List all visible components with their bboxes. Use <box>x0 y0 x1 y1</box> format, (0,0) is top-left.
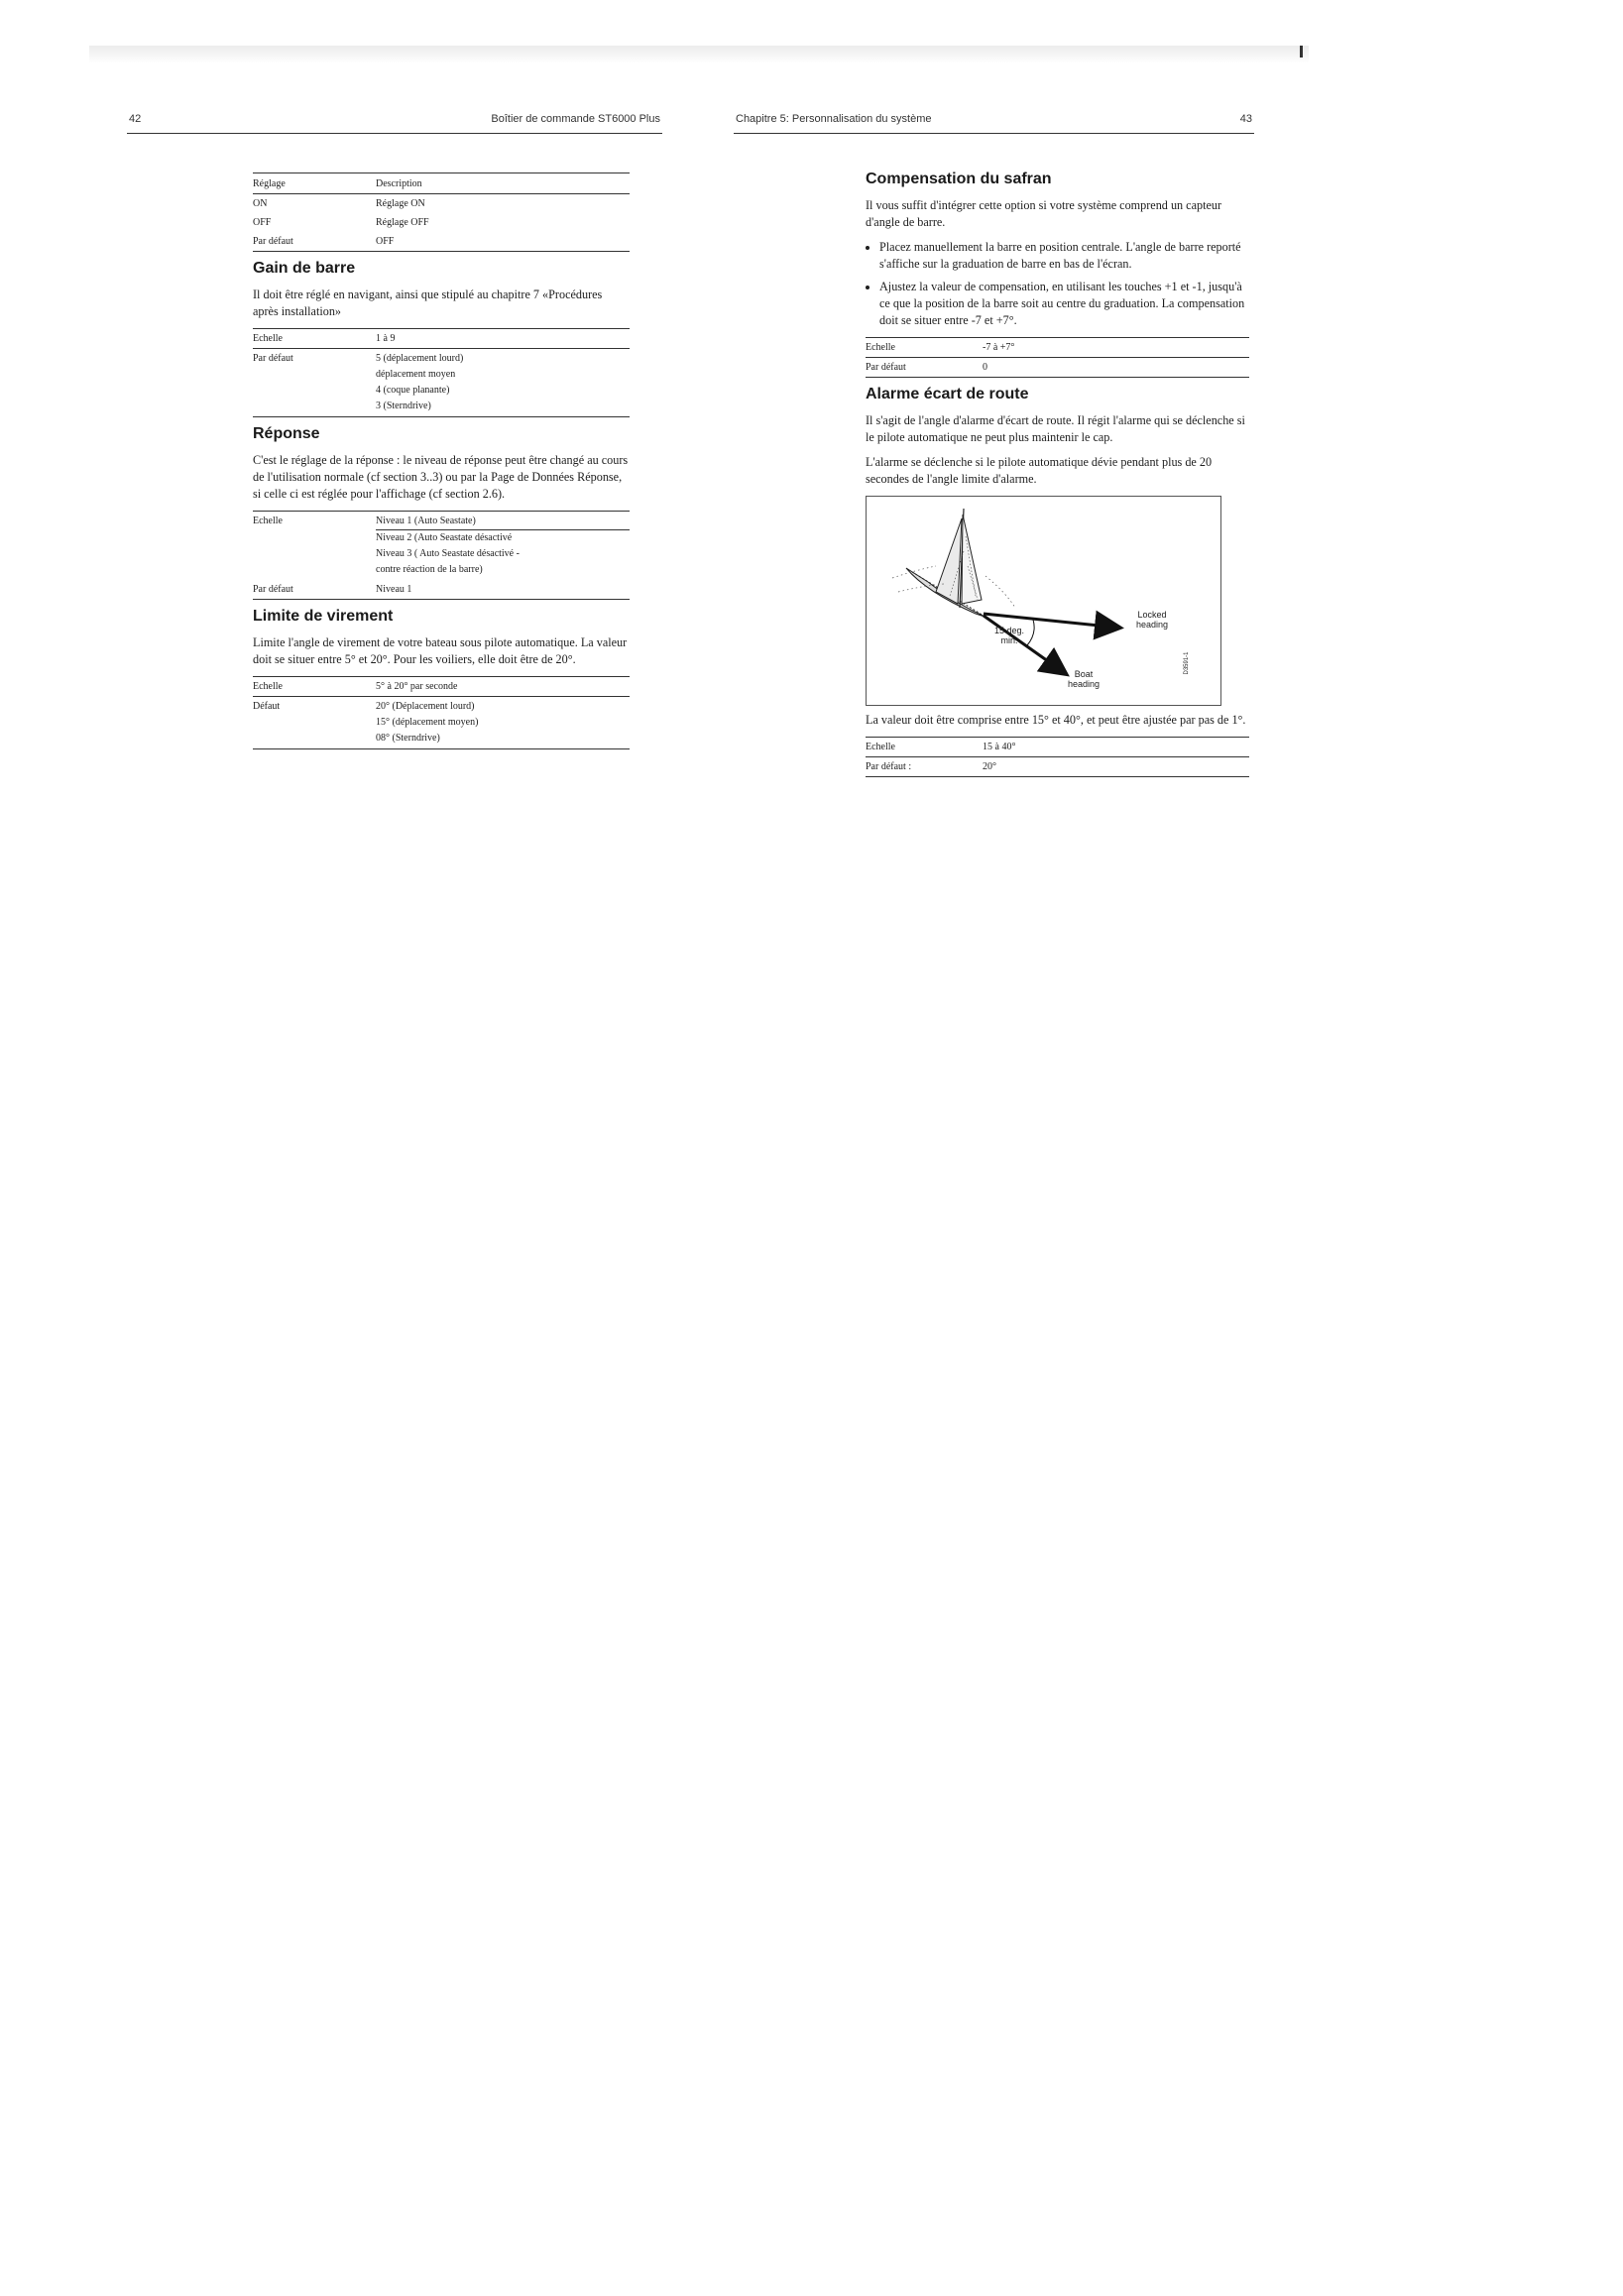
table-cell: Echelle <box>866 738 983 757</box>
virement-table <box>253 676 630 749</box>
scan-shadow <box>89 46 1309 63</box>
table-cell: OFF <box>376 236 395 247</box>
value-line: 4 (coque planante) <box>376 385 450 396</box>
value-line: contre réaction de la barre) <box>376 564 483 575</box>
value-line: 3 (Sterndrive) <box>376 401 431 411</box>
table-cell: 20° <box>983 761 996 772</box>
bullet-list <box>866 239 1249 329</box>
value-line: Niveau 1 (Auto Seastate) <box>376 514 630 530</box>
table-cell: Echelle <box>253 329 376 349</box>
page-number: 43 <box>1239 113 1252 125</box>
left-page <box>127 111 662 845</box>
table-cell: 0 <box>983 362 987 373</box>
section-paragraph: Il doit être réglé en navigant, ainsi que stipulé au chapitre 7 «Procédures après installation» <box>253 287 603 318</box>
section-paragraph: Il s'agit de l'angle d'alarme d'écart de route. Il régit l'alarme qui se déclenche si le pilote automatique ne peut plus maintenir le cap. <box>866 413 1245 444</box>
section-paragraph: Limite l'angle de virement de votre bateau sous pilote automatique. La valeur doit se situer entre 5° et 20°. Pour les voiliers, elle doit être de 20°. <box>253 635 628 666</box>
table-row <box>253 194 630 214</box>
table-cell: Par défaut <box>253 584 293 595</box>
off-course-figure <box>866 496 1221 706</box>
table-cell: Par défaut <box>866 362 906 373</box>
right-page <box>734 111 1254 845</box>
scan-mark <box>1300 46 1303 57</box>
left-page-header <box>127 111 662 134</box>
table-cell: Réglage OFF <box>376 217 429 228</box>
boat-heading-label: Boat heading <box>1067 669 1101 689</box>
table-cell <box>376 512 630 581</box>
table-cell: ON <box>253 198 268 209</box>
table-cell: Par défaut <box>253 353 293 364</box>
table-cell: 15 à 40° <box>983 738 1249 757</box>
value-line: Niveau 2 (Auto Seastate désactivé <box>376 532 513 543</box>
table-cell: Niveau 1 <box>376 584 412 595</box>
figure-code: D3591-1 <box>1184 651 1190 675</box>
section-heading-virement: Limite de virement <box>253 608 394 625</box>
table-head-description: Description <box>376 173 630 194</box>
section-heading-reponse: Réponse <box>253 425 320 442</box>
right-page-header <box>734 111 1254 134</box>
table-cell: OFF <box>253 217 272 228</box>
locked-heading-label: Locked heading <box>1135 610 1169 630</box>
angle-label: 15 deg. min. <box>993 626 1025 645</box>
section-paragraph: La valeur doit être comprise entre 15° et 40°, et peut être ajustée par pas de 1°. <box>866 713 1246 727</box>
alarme-table <box>866 737 1249 777</box>
section-paragraph: Il vous suffit d'intégrer cette option si votre système comprend un capteur d'angle de barre. <box>866 198 1222 229</box>
value-line: 15° (déplacement moyen) <box>376 717 479 728</box>
running-title: Chapitre 5: Personnalisation du système <box>736 113 932 125</box>
section-heading-alarme: Alarme écart de route <box>866 386 1029 402</box>
section-paragraph: C'est le réglage de la réponse : le niveau de réponse peut être changé au cours de l'utilisation normale (cf section 3..3) ou par la Page de Données Réponse, si celle ci est réglée pour l'affichage (cf section 2.6). <box>253 453 629 501</box>
table-cell: Défaut <box>253 701 281 712</box>
value-line: 20° (Déplacement lourd) <box>376 701 475 712</box>
page-number: 42 <box>129 113 142 125</box>
table-cell: -7 à +7° <box>983 338 1249 358</box>
table-cell: 5° à 20° par seconde <box>376 677 630 697</box>
table-cell: Réglage ON <box>376 198 425 209</box>
mainsail-shape <box>962 515 982 604</box>
sailboat-diagram <box>867 497 1220 705</box>
value-line: 08° (Sterndrive) <box>376 733 440 744</box>
table-cell: Echelle <box>866 338 983 358</box>
table-cell <box>376 349 630 417</box>
running-title: Boîtier de commande ST6000 Plus <box>491 113 660 125</box>
table-row <box>253 213 630 232</box>
table-cell: Echelle <box>253 677 376 697</box>
reponse-table <box>253 511 630 600</box>
table-cell: Par défaut <box>253 236 293 247</box>
section-paragraph: L'alarme se déclenche si le pilote automatique dévie pendant plus de 20 secondes de l'angle limite d'alarme. <box>866 455 1213 486</box>
table-cell: Echelle <box>253 516 283 526</box>
list-item: • Ajustez la valeur de compensation, en utilisant les touches +1 et -1, jusqu'à ce que la position de la barre soit au centre du graduation. La compensation doit se situer entre -7 et +7°. <box>879 279 1249 329</box>
table-cell <box>376 697 630 749</box>
value-line: Niveau 3 ( Auto Seastate désactivé - <box>376 548 520 559</box>
table-cell: 1 à 9 <box>376 329 630 349</box>
list-item: • Placez manuellement la barre en position centrale. L'angle de barre reporté s'affiche sur la graduation de barre en bas de l'écran. <box>879 239 1249 273</box>
gain-table <box>253 328 630 417</box>
value-line: 5 (déplacement lourd) <box>376 353 464 364</box>
table-row <box>253 232 630 252</box>
safran-table <box>866 337 1249 378</box>
settings-table <box>253 172 630 252</box>
value-line: déplacement moyen <box>376 369 456 380</box>
table-head-setting: Réglage <box>253 173 376 194</box>
right-page-content <box>866 163 1249 783</box>
left-page-content <box>253 171 630 755</box>
section-heading-safran: Compensation du safran <box>866 171 1052 187</box>
section-heading-gain: Gain de barre <box>253 260 356 277</box>
jib-shape <box>936 518 962 604</box>
table-cell: Par défaut : <box>866 761 912 772</box>
